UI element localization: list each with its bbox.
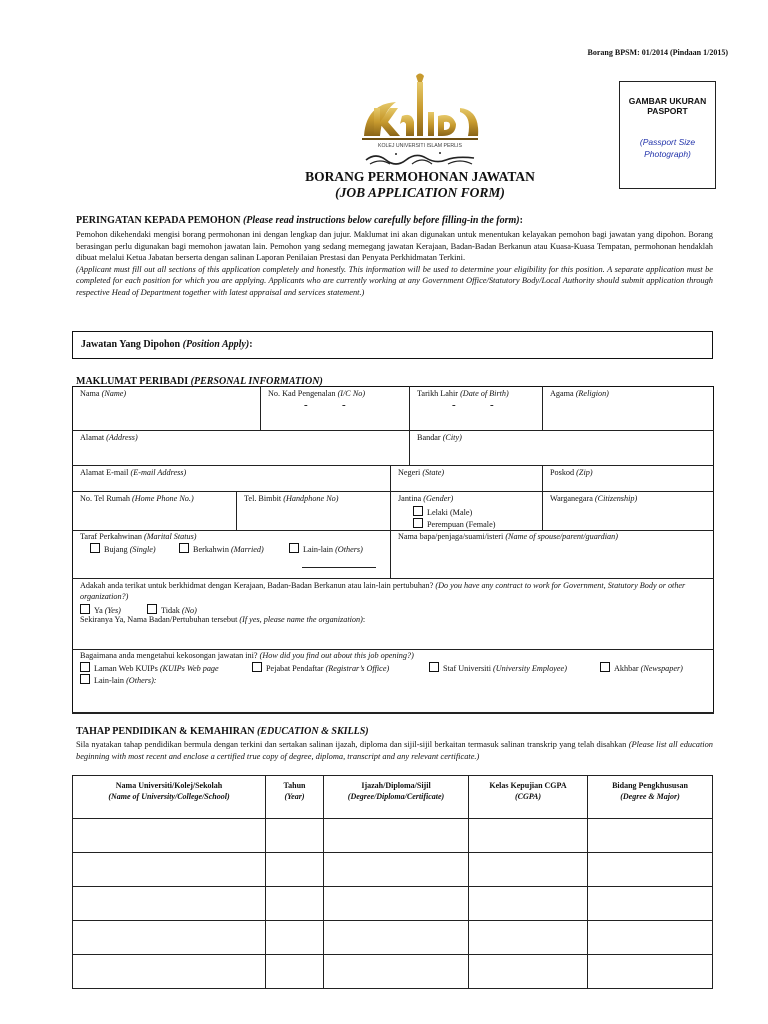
married-label: Berkahwin: [193, 545, 229, 554]
source-staff-label: Staf Universiti: [443, 664, 491, 673]
source-registrar-label: Pejabat Pendaftar: [266, 664, 324, 673]
table-row: [73, 955, 713, 989]
checkbox-icon: [90, 543, 100, 553]
dob-separator: -: [490, 399, 494, 411]
postcode-label: Poskod: [550, 468, 575, 477]
email-label: Alamat E-mail: [80, 468, 129, 477]
marital-status-label: [80, 532, 197, 541]
email-field[interactable]: [80, 468, 186, 477]
institution-cell[interactable]: [73, 955, 266, 989]
source-registrar-label-en: (Registrar’s Office): [325, 664, 390, 673]
marital-label-ms: Taraf Perkahwinan: [80, 532, 142, 541]
postcode-field[interactable]: [550, 468, 593, 477]
personal-heading-en: (PERSONAL INFORMATION): [190, 376, 323, 387]
col-cgpa-ms: Kelas Kepujian CGPA: [489, 781, 567, 790]
citizenship-label-en: (Citizenship): [594, 494, 638, 503]
yes-label: Ya: [94, 606, 103, 615]
instructions-heading-en: (Please read instructions below carefully before filling-in the form): [242, 215, 520, 226]
qualification-cell[interactable]: [324, 921, 469, 955]
religion-field[interactable]: [550, 389, 609, 398]
table-row: [73, 853, 713, 887]
instructions-heading-ms: PERINGATAN KEPADA PEMOHON: [76, 215, 241, 226]
married-label-en: (Married): [230, 545, 264, 554]
col-major-ms: Bidang Pengkhususan: [612, 781, 688, 790]
citizenship-label: Warganegara: [550, 494, 593, 503]
col-qualification: [324, 776, 469, 819]
name-field[interactable]: [80, 389, 126, 398]
col-institution-ms: Nama Universiti/Kolej/Sekolah: [115, 781, 223, 790]
source-others-label: Lain-lain: [94, 676, 125, 685]
marital-others-checkbox[interactable]: [289, 543, 363, 554]
name-label: Nama: [80, 389, 100, 398]
divider: [390, 530, 391, 578]
position-label-en: (Position Apply): [182, 339, 250, 350]
gender-female-label: Perempuan (Female): [427, 520, 496, 529]
divider: [72, 649, 714, 650]
svg-text:KOLEJ UNIVERSITI ISLAM PERLIS: KOLEJ UNIVERSITI ISLAM PERLIS: [378, 143, 462, 149]
divider: [409, 386, 410, 430]
gender-male-checkbox[interactable]: [413, 506, 472, 517]
address-label: Alamat: [80, 433, 105, 442]
divider: [390, 491, 391, 530]
dob-label: Tarikh Lahir: [417, 389, 459, 398]
source-staff-label-en: (University Employee): [493, 664, 567, 673]
mobile-label-en: (Handphone No): [283, 494, 339, 503]
citizenship-field[interactable]: [550, 494, 637, 503]
divider: [72, 430, 714, 431]
education-table-header: [73, 776, 713, 819]
no-label-en: (No): [181, 606, 197, 615]
gender-label-ms: Jantina: [398, 494, 422, 503]
checkbox-icon: [252, 662, 262, 672]
major-cell[interactable]: [588, 955, 713, 989]
ic-separator: -: [342, 399, 346, 411]
divider: [236, 491, 237, 530]
job-source-question: [80, 651, 414, 660]
col-qualification-ms: Ijazah/Diploma/Sijil: [361, 781, 431, 790]
divider: [542, 386, 543, 430]
home-phone-field[interactable]: [80, 494, 194, 503]
city-label: Bandar: [417, 433, 441, 442]
major-cell[interactable]: [588, 921, 713, 955]
education-heading-ms: TAHAP PENDIDIKAN & KEMAHIRAN: [76, 726, 255, 737]
instructions-body-ms: Pemohon dikehendaki mengisi borang permohonan ini dengan lengkap dan jujur. Maklumat ini akan digunakan untuk menentukan kelayakan pemohon bagi jawatan yang dipohon. Borang berasingan perlu digunakan bagi memohon jawatan lain. Pemohon yang sedang memegang jawatan Kerajaan, Badan-Badan Berkanun atau Kuasa-Kuasa Tempatan, permohonan hendaklah dibuat melalui Ketua Jabatan berserta dengan salinan Laporan Penilaian Prestasi dan Penyata Perkhidmatan Terkini.: [76, 230, 713, 263]
source-staff-checkbox[interactable]: [429, 662, 567, 673]
source-registrar-checkbox[interactable]: [252, 662, 389, 673]
major-cell[interactable]: [588, 819, 713, 853]
col-cgpa-en: (CGPA): [514, 792, 542, 801]
dob-separator: -: [452, 399, 456, 411]
position-apply-field[interactable]: [72, 331, 713, 359]
address-field[interactable]: [80, 433, 138, 442]
checkbox-icon: [80, 662, 90, 672]
table-row: [73, 819, 713, 853]
others-label-en: (Others): [335, 545, 363, 554]
cgpa-cell[interactable]: [469, 819, 588, 853]
checkbox-icon: [179, 543, 189, 553]
divider: [390, 465, 391, 491]
position-label-colon: :: [249, 339, 253, 350]
major-cell[interactable]: [588, 853, 713, 887]
instructions-body: [76, 229, 713, 299]
form-reference: Borang BPSM: 01/2014 (Pindaan 1/2015): [587, 48, 728, 57]
education-note: [76, 739, 713, 762]
ic-label-en: (I/C No): [337, 389, 366, 398]
institution-cell[interactable]: [73, 887, 266, 921]
city-field[interactable]: [417, 433, 462, 442]
qualification-cell[interactable]: [324, 955, 469, 989]
mobile-field[interactable]: [244, 494, 339, 503]
qualification-cell[interactable]: [324, 853, 469, 887]
home-phone-label-en: (Home Phone No.): [132, 494, 194, 503]
institution-cell[interactable]: [73, 819, 266, 853]
col-institution-en: (Name of University/College/School): [108, 792, 230, 801]
ic-field[interactable]: [268, 389, 365, 398]
education-note-en: (Please list all education beginning with most recent and enclose a certified true copy of degree, diploma, transcript and any relevant certificate.): [76, 740, 713, 761]
divider: [72, 530, 714, 531]
contract-no-checkbox[interactable]: [147, 604, 197, 615]
education-heading-en: (EDUCATION & SKILLS): [256, 726, 369, 737]
religion-label: Agama: [550, 389, 574, 398]
instructions-body-en: (Applicant must fill out all sections of this application completely and honestly. This information will be used to determine your eligibility for this position. A separate application must be completed for each position for which you are applying. Applicants who are currently working at any Government Office/Statutory Body/Local Authority should submit application through respective Head of Department together with latest appraisal and services statement.): [76, 264, 713, 297]
major-cell[interactable]: [588, 887, 713, 921]
instructions-heading-colon: :: [519, 215, 523, 226]
divider: [409, 430, 410, 465]
col-cgpa: [469, 776, 588, 819]
checkbox-icon: [147, 604, 157, 614]
divider: [542, 465, 543, 491]
organization-label: Sekiranya Ya, Nama Badan/Pertubuhan tersebut: [80, 615, 238, 624]
yes-label-en: (Yes): [104, 606, 121, 615]
marital-married-checkbox[interactable]: [179, 543, 264, 554]
checkbox-icon: [413, 518, 423, 528]
state-field[interactable]: [398, 468, 444, 477]
year-cell[interactable]: [266, 853, 324, 887]
spouse-label-en: (Name of spouse/parent/guardian): [505, 532, 618, 541]
state-label-en: (State): [422, 468, 445, 477]
others-specify-line[interactable]: [302, 567, 376, 568]
form-subtitle: (JOB APPLICATION FORM): [335, 185, 505, 200]
photo-label-en: (Passport Size: [639, 137, 696, 147]
divider: [542, 491, 543, 530]
education-table: [72, 775, 713, 989]
cgpa-cell[interactable]: [469, 955, 588, 989]
year-cell[interactable]: [266, 955, 324, 989]
spouse-label: Nama bapa/penjaga/suami/isteri: [398, 532, 504, 541]
checkbox-icon: [413, 506, 423, 516]
col-major: [588, 776, 713, 819]
education-note-ms: Sila nyatakan tahap pendidikan bermula dengan terkini dan sertakan salinan ijazah, diploma dan sijil-sijil berkaitan termasuk salinan transkrip yang telah disahkan: [76, 740, 627, 749]
no-label: Tidak: [161, 606, 180, 615]
dob-label-en: (Date of Birth): [460, 389, 509, 398]
email-label-en: (E-mail Address): [130, 468, 187, 477]
checkbox-icon: [600, 662, 610, 672]
spouse-name-field[interactable]: [398, 532, 618, 541]
col-year: [266, 776, 324, 819]
address-label-en: (Address): [106, 433, 138, 442]
religion-label-en: (Religion): [575, 389, 609, 398]
others-label: Lain-lain: [303, 545, 334, 554]
table-row: [73, 887, 713, 921]
gender-male-label: Lelaki (Male): [427, 508, 473, 517]
university-logo: [356, 72, 484, 170]
table-row: [73, 921, 713, 955]
source-web-label-en: (KUIPs Web page: [159, 664, 219, 673]
divider: [72, 712, 714, 714]
contract-question-ms: Adakah anda terikat untuk berkhidmat dengan Kerajaan, Badan-Badan Berkanun atau lain-lain pertubuhan?: [80, 581, 434, 590]
divider: [72, 578, 714, 579]
qualification-cell[interactable]: [324, 887, 469, 921]
city-label-en: (City): [442, 433, 462, 442]
institution-cell[interactable]: [73, 853, 266, 887]
qualification-cell[interactable]: [324, 819, 469, 853]
col-year-ms: Tahun: [283, 781, 306, 790]
organization-label-en: (If yes, please name the organization): [239, 615, 363, 624]
institution-cell[interactable]: [73, 921, 266, 955]
year-cell[interactable]: [266, 921, 324, 955]
single-label: Bujang: [104, 545, 128, 554]
col-major-en: (Degree & Major): [620, 792, 680, 801]
contract-question-en: (Do you have any contract to work for Government, Statutory Body or other organization?): [80, 581, 686, 601]
instructions-heading: [76, 215, 523, 226]
cgpa-cell[interactable]: [469, 887, 588, 921]
col-institution: [73, 776, 266, 819]
gender-female-checkbox[interactable]: [413, 518, 495, 529]
job-source-question-ms: Bagaimana anda mengetahui kekosongan jawatan ini?: [80, 651, 258, 660]
position-apply-label: [81, 339, 253, 350]
form-title: BORANG PERMOHONAN JAWATAN: [305, 169, 535, 184]
ic-label: No. Kad Pengenalan: [268, 389, 336, 398]
personal-info-table: [72, 386, 714, 713]
education-heading: [76, 726, 369, 737]
photo-label-2: PASPORT: [647, 106, 688, 116]
ic-separator: -: [304, 399, 308, 411]
state-label: Negeri: [398, 468, 421, 477]
source-web-label: Laman Web KUIPs: [94, 664, 158, 673]
postcode-label-en: (Zip): [576, 468, 593, 477]
gender-label-en: (Gender): [423, 494, 454, 503]
marital-single-checkbox[interactable]: [90, 543, 156, 554]
photo-label-en-2: Photograph): [644, 149, 691, 159]
photo-label: GAMBAR UKURAN: [628, 96, 707, 106]
source-newspaper-checkbox[interactable]: [600, 662, 683, 673]
checkbox-icon: [80, 604, 90, 614]
checkbox-icon: [429, 662, 439, 672]
year-cell[interactable]: [266, 887, 324, 921]
personal-heading-ms: MAKLUMAT PERIBADI: [76, 376, 189, 387]
cgpa-cell[interactable]: [469, 921, 588, 955]
col-year-en: (Year): [284, 792, 305, 801]
checkbox-icon: [80, 674, 90, 684]
source-others-checkbox[interactable]: [80, 674, 157, 685]
source-others-label-en: (Others):: [126, 676, 157, 685]
col-qualification-en: (Degree/Diploma/Certificate): [347, 792, 445, 801]
divider: [72, 465, 714, 466]
position-label-ms: Jawatan Yang Dipohon: [81, 339, 181, 350]
source-newspaper-label: Akhbar: [614, 664, 639, 673]
marital-label-en: (Marital Status): [144, 532, 197, 541]
gender-label: [398, 494, 453, 503]
name-label-en: (Name): [101, 389, 127, 398]
job-source-question-en: (How did you find out about this job opening?): [259, 651, 414, 660]
dob-field[interactable]: [417, 389, 509, 398]
mobile-label: Tel. Bimbit: [244, 494, 282, 503]
year-cell[interactable]: [266, 819, 324, 853]
home-phone-label: No. Tel Rumah: [80, 494, 130, 503]
cgpa-cell[interactable]: [469, 853, 588, 887]
single-label-en: (Single): [129, 545, 156, 554]
contract-question: [80, 580, 704, 602]
source-newspaper-label-en: (Newspaper): [640, 664, 683, 673]
organization-label-colon: :: [362, 615, 366, 624]
contract-yes-checkbox[interactable]: [80, 604, 121, 615]
divider: [72, 491, 714, 492]
organization-name-field[interactable]: [80, 615, 365, 624]
source-web-checkbox[interactable]: [80, 662, 219, 673]
checkbox-icon: [289, 543, 299, 553]
divider: [260, 386, 261, 430]
